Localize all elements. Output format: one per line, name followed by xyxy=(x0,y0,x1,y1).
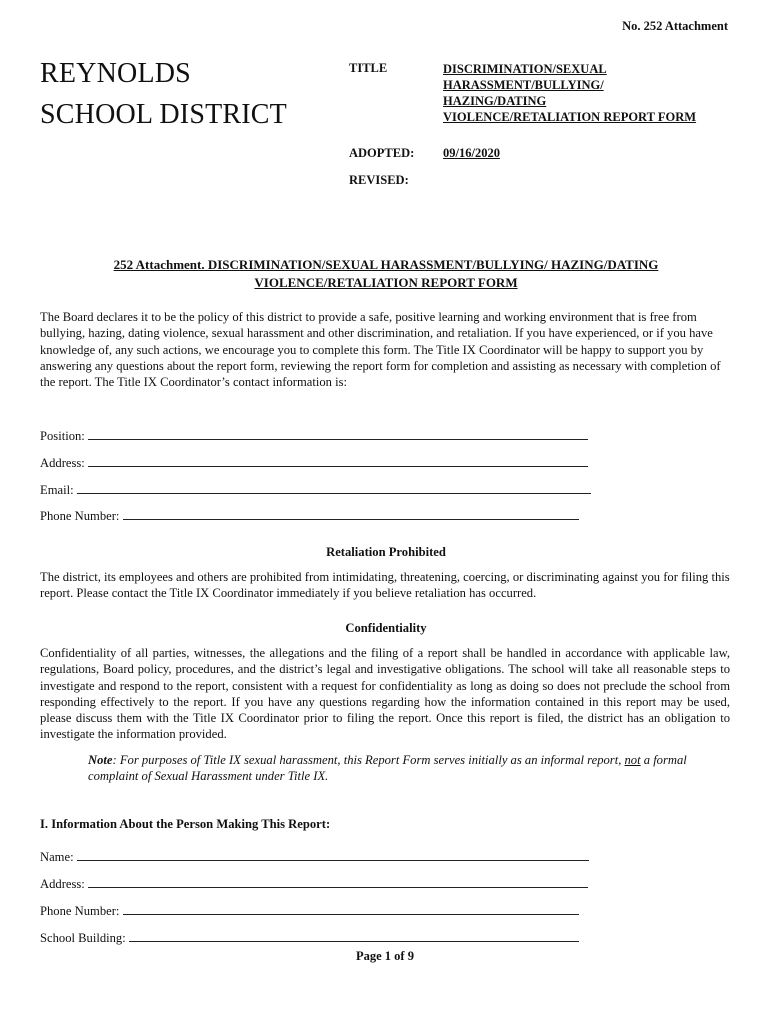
reporter-name-field[interactable] xyxy=(40,849,589,865)
retaliation-paragraph: The district, its employees and others are prohibited from intimidating, threatening, coercing, or discriminating against you for filing this report. Please contact the Title IX Coordinator immediately if you believe retaliation has occurred. xyxy=(40,570,730,601)
email-label: Email: xyxy=(40,483,74,497)
title-value xyxy=(443,61,743,125)
title-ix-note xyxy=(88,752,730,785)
document-heading-line1: 252 Attachment. DISCRIMINATION/SEXUAL HARASSMENT/BULLYING/ HAZING/DATING xyxy=(113,257,659,272)
reporter-address-blank[interactable] xyxy=(88,876,588,888)
title-label: TITLE xyxy=(349,61,388,75)
reporter-address-label: Address: xyxy=(40,877,85,891)
coordinator-position-field[interactable] xyxy=(40,428,588,444)
coordinator-email-field[interactable] xyxy=(40,482,591,498)
section1-heading: I. Information About the Person Making This Report: xyxy=(40,817,331,831)
title-line-4: VIOLENCE/RETALIATION REPORT FORM xyxy=(443,110,697,124)
reporter-name-label: Name: xyxy=(40,850,74,864)
reporter-school-building-field[interactable] xyxy=(40,930,579,946)
address-label: Address: xyxy=(40,456,85,470)
reporter-phone-label: Phone Number: xyxy=(40,904,120,918)
confidentiality-paragraph: Confidentiality of all parties, witnesses, the allegations and the filing of a report shall be handled in accordance with applicable law, regulations, Board policy, procedures, and the district’s legal and investigative obligations. The school will take all reasonable steps to investigate and respond to the report, consistent with a request for confidentiality as long as doing so does not preclude the school from responding effectively to the report. If you have any questions regarding how the information contained in this report may be used, please discuss them with the Title IX Coordinator prior to filing the report. Once this report is filed, the district has an obligation to investigate the information provided. xyxy=(40,646,730,742)
intro-paragraph: The Board declares it to be the policy of this district to provide a safe, positive learning and working environment that is free from bullying, hazing, dating violence, sexual harassment and other discrimination, and retaliation. If you have experienced, or if you have knowledge of, any such actions, we encourage you to complete this form. The Title IX Coordinator will be happy to support you by answering any questions about the report form, reviewing the report form for completion and assisting as necessary with completion of the report. The Title IX Coordinator’s contact information is: xyxy=(40,310,721,390)
title-line-3: HAZING/DATING xyxy=(443,94,547,108)
phone-label: Phone Number: xyxy=(40,509,120,523)
district-name-line1: REYNOLDS xyxy=(40,58,191,89)
coordinator-phone-field[interactable] xyxy=(40,508,579,524)
reporter-phone-blank[interactable] xyxy=(123,903,579,915)
reporter-name-blank[interactable] xyxy=(77,849,589,861)
retaliation-heading: Retaliation Prohibited xyxy=(326,545,446,559)
attachment-number: No. 252 Attachment xyxy=(622,19,728,33)
position-blank[interactable] xyxy=(88,428,588,440)
page-number: Page 1 of 9 xyxy=(356,949,414,963)
title-line-2: HARASSMENT/BULLYING/ xyxy=(443,78,604,92)
note-text-after: a formal complaint of Sexual Harassment under Title IX. xyxy=(88,753,687,784)
revised-label: REVISED: xyxy=(349,173,409,187)
reporter-phone-field[interactable] xyxy=(40,903,579,919)
email-blank[interactable] xyxy=(77,482,591,494)
note-label: Note xyxy=(88,753,113,767)
title-line-1: DISCRIMINATION/SEXUAL xyxy=(443,62,607,76)
address-blank[interactable] xyxy=(88,455,588,467)
document-heading-line2: VIOLENCE/RETALIATION REPORT FORM xyxy=(254,275,518,290)
document-heading xyxy=(40,256,732,292)
district-name-line2: SCHOOL DISTRICT xyxy=(40,99,287,130)
note-text-before: : For purposes of Title IX sexual harassment, this Report Form serves initially as an informal report, xyxy=(112,753,625,767)
school-building-blank[interactable] xyxy=(129,930,579,942)
phone-blank[interactable] xyxy=(123,508,579,520)
school-building-label: School Building: xyxy=(40,931,126,945)
adopted-date: 09/16/2020 xyxy=(443,146,500,160)
confidentiality-heading: Confidentiality xyxy=(345,621,427,635)
note-emphasis: not xyxy=(624,753,641,767)
coordinator-address-field[interactable] xyxy=(40,455,588,471)
position-label: Position: xyxy=(40,429,85,443)
reporter-address-field[interactable] xyxy=(40,876,588,892)
adopted-label: ADOPTED: xyxy=(349,146,415,160)
